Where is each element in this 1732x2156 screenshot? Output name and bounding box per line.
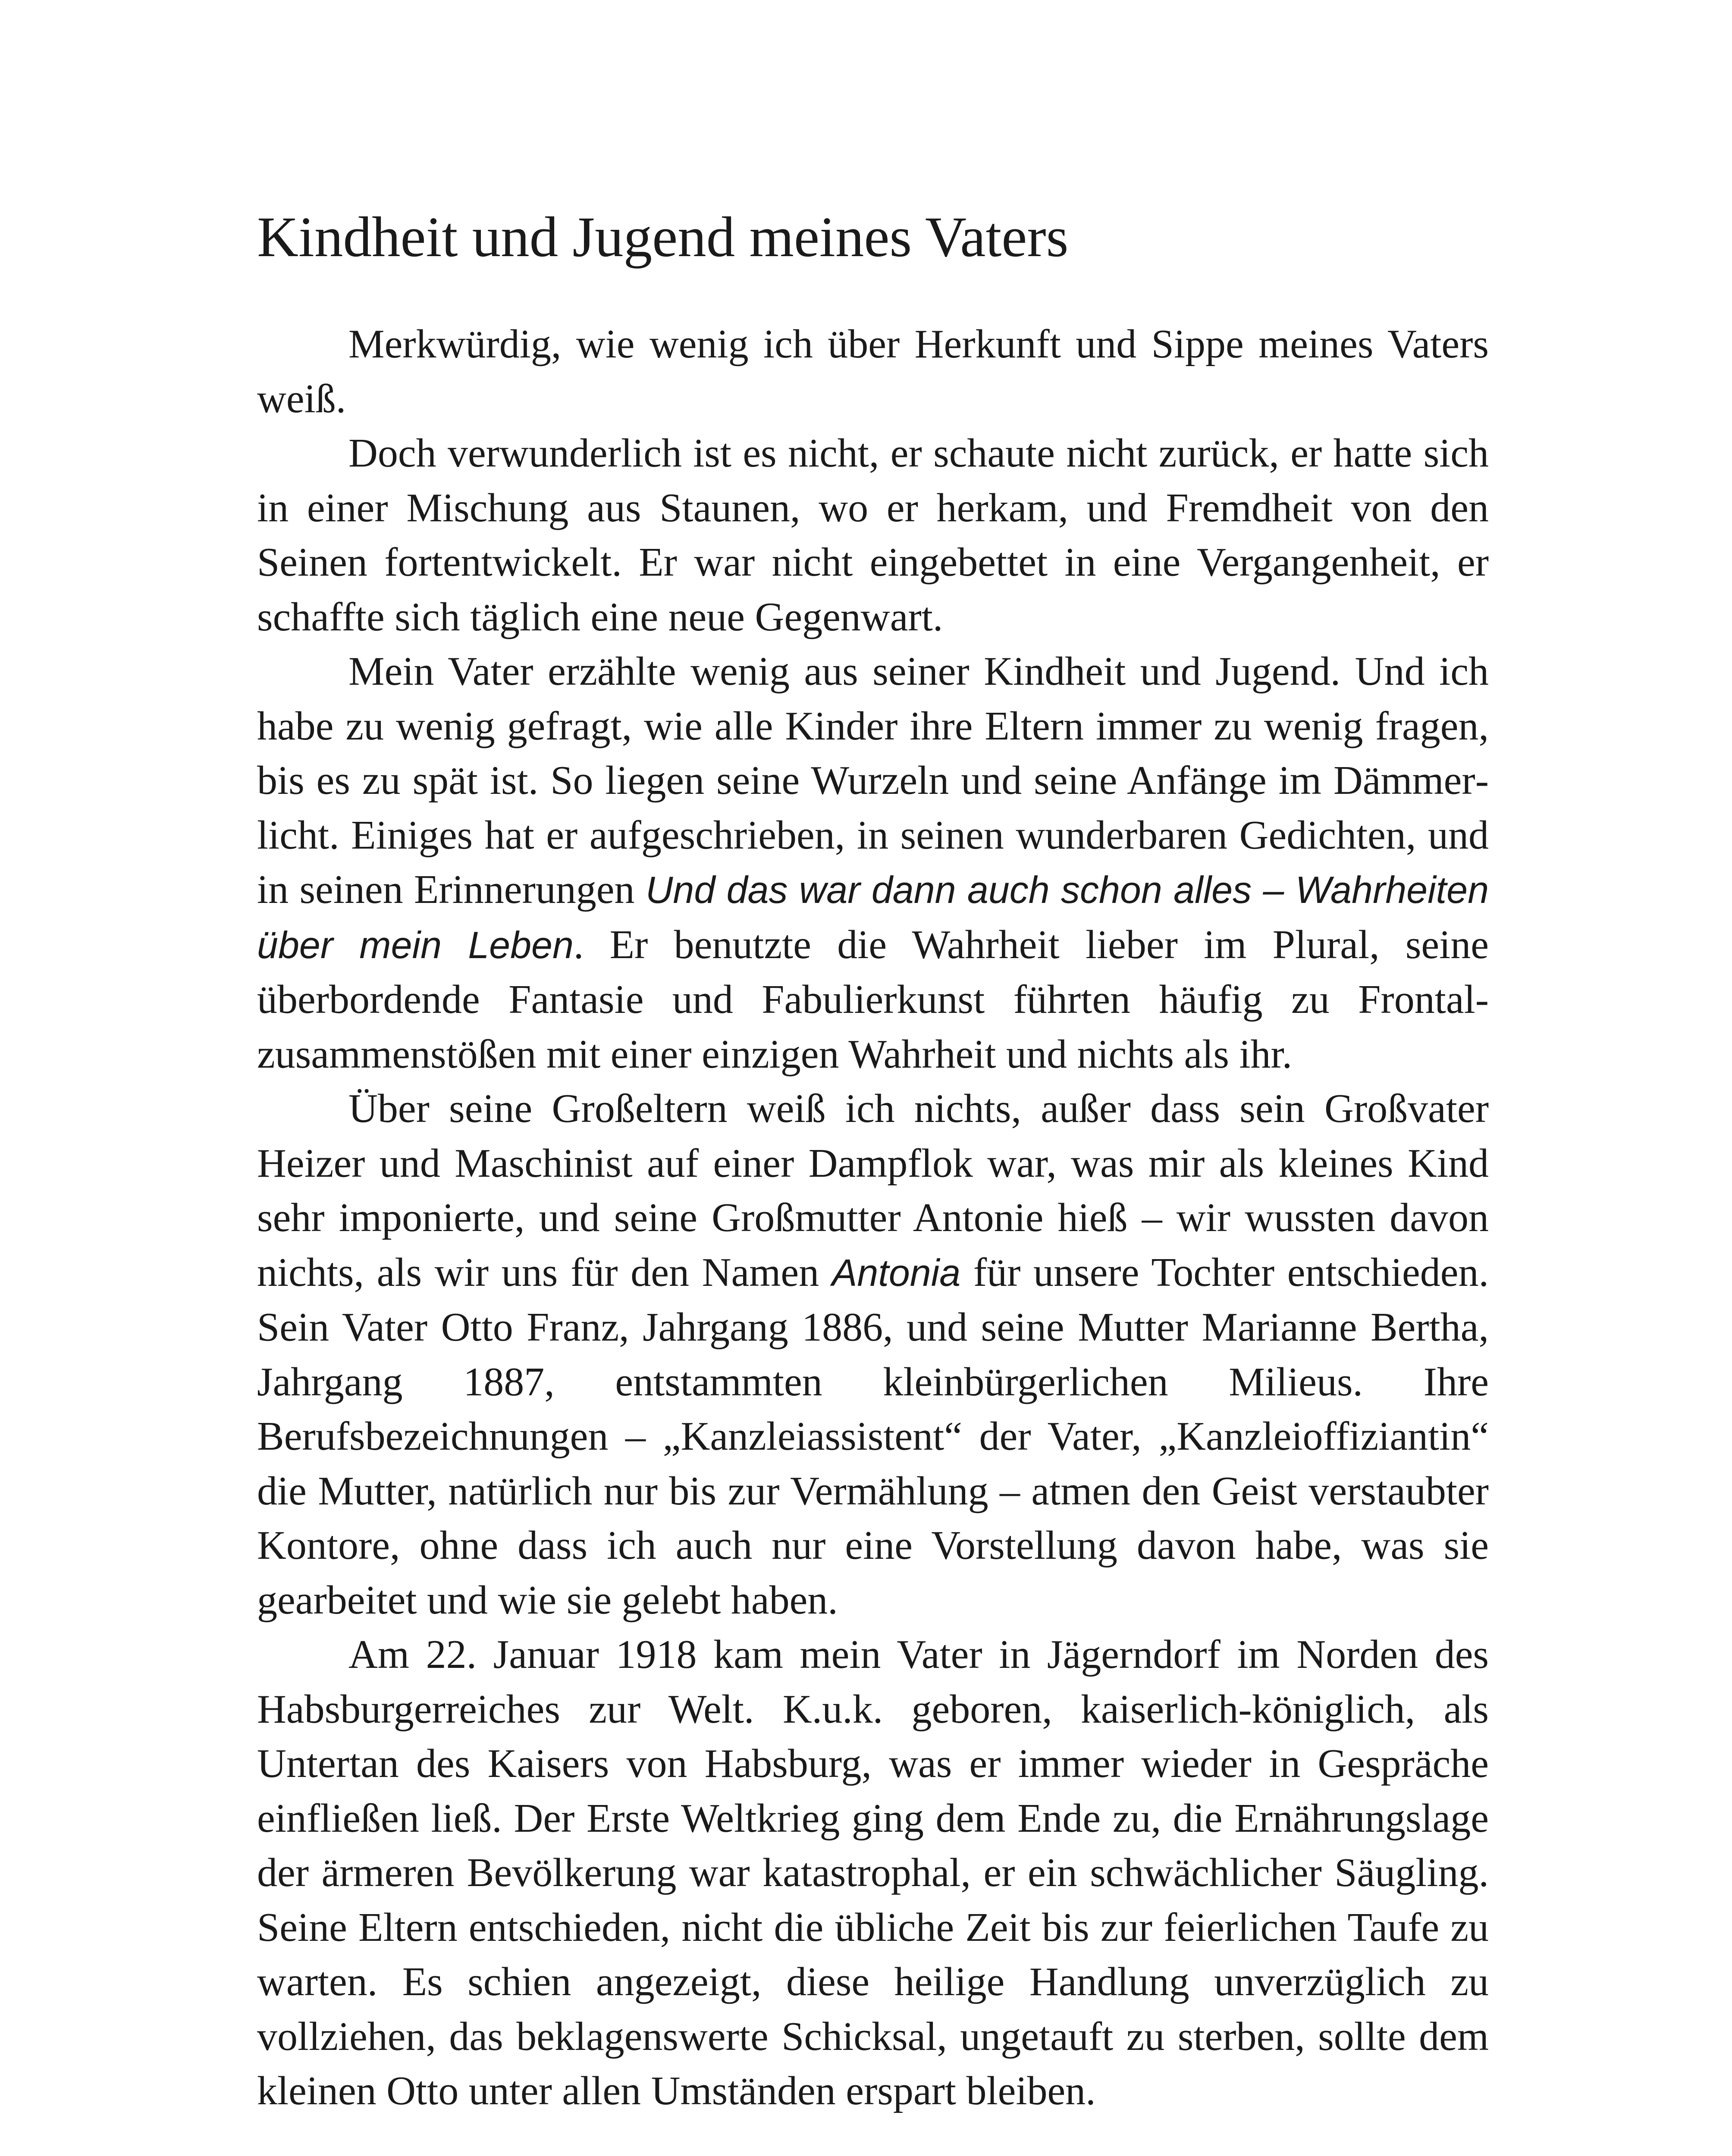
text-run: Über seine Großeltern weiß ich nichts, außer dass sein Großvater Heizer und Maschinist auf einer Dampflok war, was mir als kleines Kind sehr imponierte, und seine Großmutter Antonie hieß – wir wussten davon nichts, als wir uns für den Namen (257, 1086, 1489, 1295)
text-run: . Er benutzte die Wahrheit lieber im Plural, seine überbordende Fantasie und Fabulierkunst führten häufig zu Frontalzusammenstößen mit einer einzigen Wahrheit und nichts als ihr. (257, 922, 1489, 1077)
name-italic: Antonia (831, 1251, 961, 1294)
text-run: für unsere Tochter entschieden. Sein Vater Otto Franz, Jahrgang 1886, und seine Mutter Marianne Bertha, Jahrgang 1887, entstammten kleinbürgerlichen Milieus. Ihre Berufsbezeichnungen – „Kanzleiassistent“ der Vater, „Kanzleioffiziantin“ die Mutter, natürlich nur bis zur Vermählung – atmen den Geist verstaubter Kontore, ohne dass ich auch nur eine Vorstellung davon habe, was sie gearbeitet und wie sie gelebt haben. (257, 1250, 1489, 1623)
paragraph (257, 1081, 1489, 1627)
text-run: Merkwürdig, wie wenig ich über Herkunft und Sippe meines Vaters weiß. (257, 322, 1489, 421)
paragraph (257, 426, 1489, 644)
text-run: Am 22. Januar 1918 kam mein Vater in Jägerndorf im Norden des Habsburgerreiches zur Welt. K.u.k. geboren, kaiserlich-königlich, als Untertan des Kaisers von Habsburg, was er immer wieder in Gespräche einfließen ließ. Der Erste Weltkrieg ging dem Ende zu, die Ernährungslage der ärmeren Bevölkerung war katastrophal, er ein schwächlicher Säugling. Seine Eltern entschieden, nicht die übliche Zeit bis zur feierlichen Taufe zu warten. Es schien angezeigt, diese heilige Handlung unverzüglich zu vollziehen, das beklagenswerte Schicksal, ungetauft zu sterben, sollte dem kleinen Otto unter allen Umständen erspart bleiben. (257, 1632, 1489, 2113)
text-run: Doch verwunderlich ist es nicht, er schaute nicht zurück, er hatte sich in einer Mischung aus Staunen, wo er herkam, und Fremdheit von den Seinen fortentwickelt. Er war nicht eingebettet in eine Vergangenheit, er schaffte sich täglich eine neue Gegenwart. (257, 431, 1489, 639)
body-text (257, 317, 1489, 2118)
book-title-italic: Und das war dann auch schon alles – Wahrheiten über mein Leben (257, 868, 1489, 966)
paragraph (257, 1627, 1489, 2118)
paragraph (257, 644, 1489, 1081)
text-run: Mein Vater erzählte wenig aus seiner Kindheit und Jugend. Und ich habe zu wenig gefragt, wie alle Kinder ihre Eltern immer zu wenig fragen, bis es zu spät ist. So liegen seine Wurzeln und seine Anfänge im Dämmerlicht. Einiges hat er aufgeschrieben, in seinen wunderbaren Gedichten, und in seinen Erinnerungen (257, 649, 1489, 912)
chapter-title: Kindheit und Jugend meines Vaters (257, 205, 1069, 269)
paragraph (257, 317, 1489, 426)
